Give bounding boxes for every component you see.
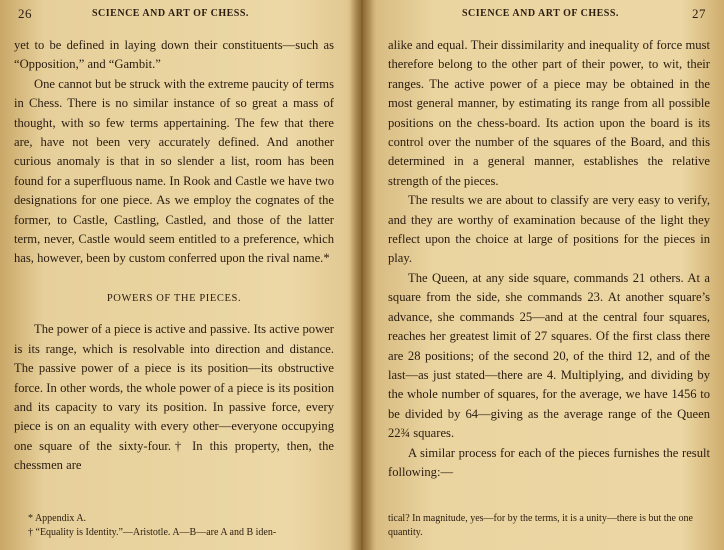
right-page-body xyxy=(388,36,710,482)
right-page-number: 27 xyxy=(692,6,706,21)
left-paragraph-2: One cannot but be struck with the extreme paucity of terms in Chess. There is no similar instance of so great a mass of thought, with so few terms appertaining. The few that there are, have not been very accurately defined. And another curious anomaly is that in so slender a list, room has been found for a superfluous name. In Rook and Castle we have two designations for one piece. As we employ the cognates of the former, to Castle, Castling, Castled, and those of the latter term, never, Castle would seem entitled to a preference, which has, however, been by custom conferred upon the rival name.* xyxy=(14,76,334,266)
right-paragraph-1: alike and equal. Their dissimilarity and inequality of force must therefore belong to the other part of their power, to wit, their ranges. The active power of a piece may be obtained in the most general manner, by estimating its range from all possible positions on the chess-board. Its action upon the board is its control over the number of the squares of the Board, and this determined in a general manner, establishes the relative strength of the pieces. xyxy=(388,38,710,188)
right-paragraph-3: The Queen, at any side square, commands 21 others. At a square from the side, she commands 23. At another square’s advance, she commands 25—and at the central four squares, reaches her greatest limit of 27 squares. Of the first class there are 28 positions; of the second 20, of the third 12, and of the last—as just stated—there are 4. Multiplying, and dividing by the whole number of squares, for the average, we have 1456 to be divided by 64—giving as the average range of the Queen 22¾ squares. xyxy=(388,270,710,441)
left-page-body xyxy=(14,36,334,476)
right-running-head xyxy=(388,8,710,24)
right-footnotes xyxy=(388,512,710,540)
left-footnotes xyxy=(14,512,334,540)
right-page xyxy=(388,0,710,550)
right-paragraph-2: The results we are about to classify are very easy to verify, and they are worthy of examination because of the light they reflect upon the choice at large of positions for the pieces in play. xyxy=(388,193,710,266)
left-running-title: SCIENCE AND ART OF CHESS. xyxy=(92,8,249,19)
section-paragraph: The power of a piece is active and passive. Its active power is its range, which is resolvable into direction and distance. The passive power of a piece is its position—its obstructive force. In other words, the whole power of a piece is its position and its capacity to vary its position. In passive force, every piece is on an equality with every other—everyone occupying one square of the sixty-four.† In this property, then, the chessmen are xyxy=(14,322,334,473)
left-page-number: 26 xyxy=(18,6,32,21)
section-heading: POWERS OF THE PIECES. xyxy=(106,292,242,304)
left-footnote-2: † “Equality is Identity.”—Aristotle. A—B—are A and B iden- xyxy=(28,527,277,538)
left-page xyxy=(14,0,334,550)
right-paragraph-4: A similar process for each of the pieces furnishes the result following:— xyxy=(388,445,710,479)
book-gutter xyxy=(350,0,374,550)
left-footnote-1: * Appendix A. xyxy=(28,513,87,524)
right-running-title: SCIENCE AND ART OF CHESS. xyxy=(462,8,619,19)
right-footnote-1: tical? In magnitude, yes—for by the terms, it is a unity—there is but the one quantity. xyxy=(388,513,693,538)
left-running-head xyxy=(14,8,334,24)
left-paragraph-1: yet to be defined in laying down their constituents—such as “Opposition,” and “Gambit.” xyxy=(14,38,334,72)
